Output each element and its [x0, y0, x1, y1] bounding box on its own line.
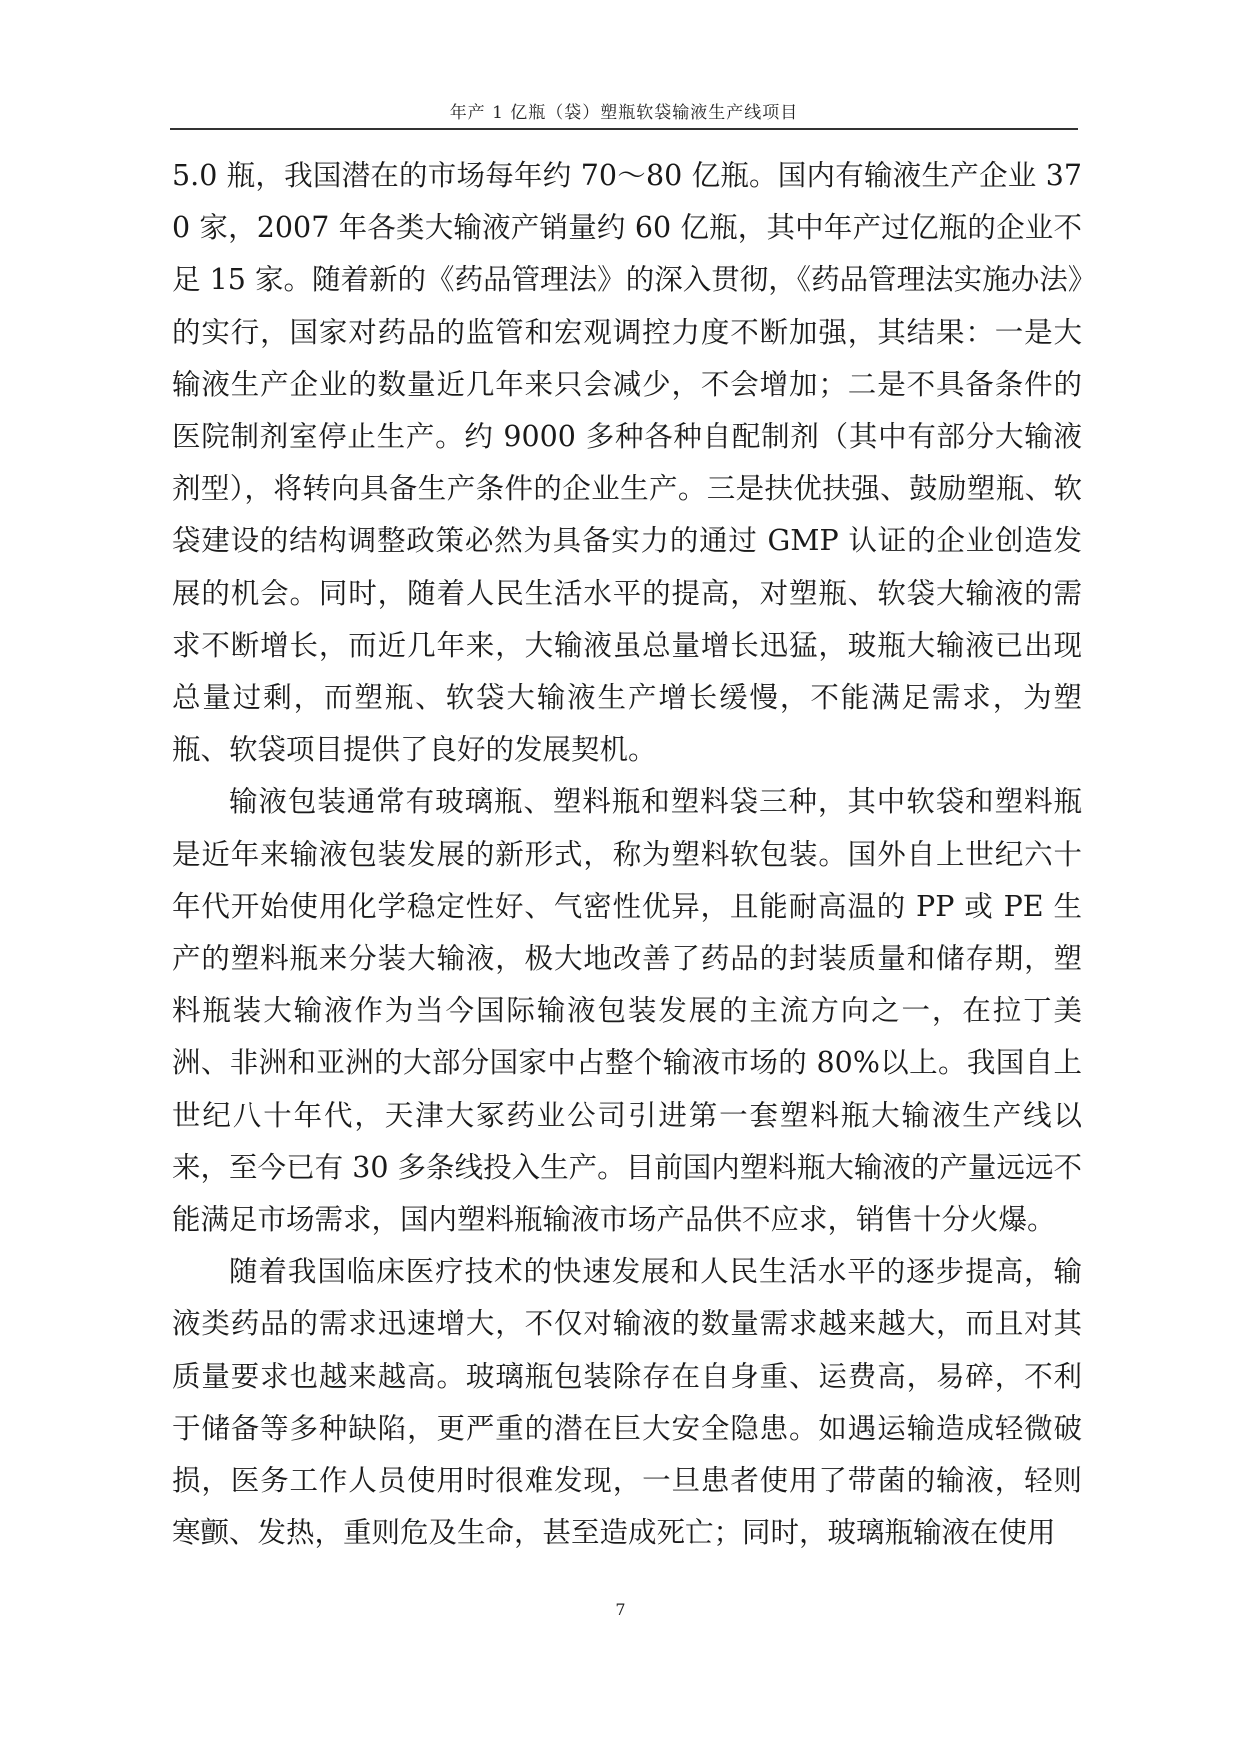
page-number: 7 — [615, 1600, 626, 1619]
paragraph-2: 输液包装通常有玻璃瓶、塑料瓶和塑料袋三种，其中软袋和塑料瓶是近年来输液包装发展的新形式，称为塑料软包装。国外自上世纪六十年代开始使用化学稳定性好、气密性优异，且能耐高温的 PP 或 PE 生产的塑料瓶来分装大输液，极大地改善了药品的封装质量和储存期，塑料瓶装大输液作为当今国际输液包装发展的主流方向之一，在拉丁美洲、非洲和亚洲的大部分国家中占整个输液市场的 80%以上。我国自上世纪八十年代，天津大冢药业公司引进第一套塑料瓶大输液生产线以来，至今已有 30 多条线投入生产。目前国内塑料瓶大输液的产量远远不能满足市场需求，国内塑料瓶输液市场产品供不应求，销售十分火爆。 — [172, 785, 1082, 1237]
paragraph-1: 5.0 瓶，我国潜在的市场每年约 70～80 亿瓶。国内有输液生产企业 370 家，2007 年各类大输液产销量约 60 亿瓶，其中年产过亿瓶的企业不足 15 家。随着新的《药品管理法》的深入贯彻，《药品管理法实施办法》的实行，国家对药品的监管和宏观调控力度不断加强，其结果：一是大输液生产企业的数量近几年来只会减少，不会增加；二是不具备条件的医院制剂室停止生产。约 9000 多种各种自配制剂（其中有部分大输液剂型），将转向具备生产条件的企业生产。三是扶优扶强、鼓励塑瓶、软袋建设的结构调整政策必然为具备实力的通过 GMP 认证的企业创造发展的机会。同时，随着人民生活水平的提高，对塑瓶、软袋大输液的需求不断增长，而近几年来，大输液虽总量增长迅猛，玻瓶大输液已出现总量过剩，而塑瓶、软袋大输液生产增长缓慢，不能满足需求，为塑瓶、软袋项目提供了良好的发展契机。 — [172, 159, 1082, 767]
page-header-title: 年产 1 亿瓶（袋）塑瓶软袋输液生产线项目 — [449, 103, 799, 123]
header-divider — [170, 128, 1078, 130]
document-body — [172, 150, 1082, 1559]
paragraph-3: 随着我国临床医疗技术的快速发展和人民生活水平的逐步提高，输液类药品的需求迅速增大，不仅对输液的数量需求越来越大，而且对其质量要求也越来越高。玻璃瓶包装除存在自身重、运费高，易碎，不利于储备等多种缺陷，更严重的潜在巨大安全隐患。如遇运输造成轻微破损，医务工作人员使用时很难发现，一旦患者使用了带菌的输液，轻则寒颤、发热，重则危及生命，甚至造成死亡；同时，玻璃瓶输液在使用 — [172, 1255, 1082, 1550]
